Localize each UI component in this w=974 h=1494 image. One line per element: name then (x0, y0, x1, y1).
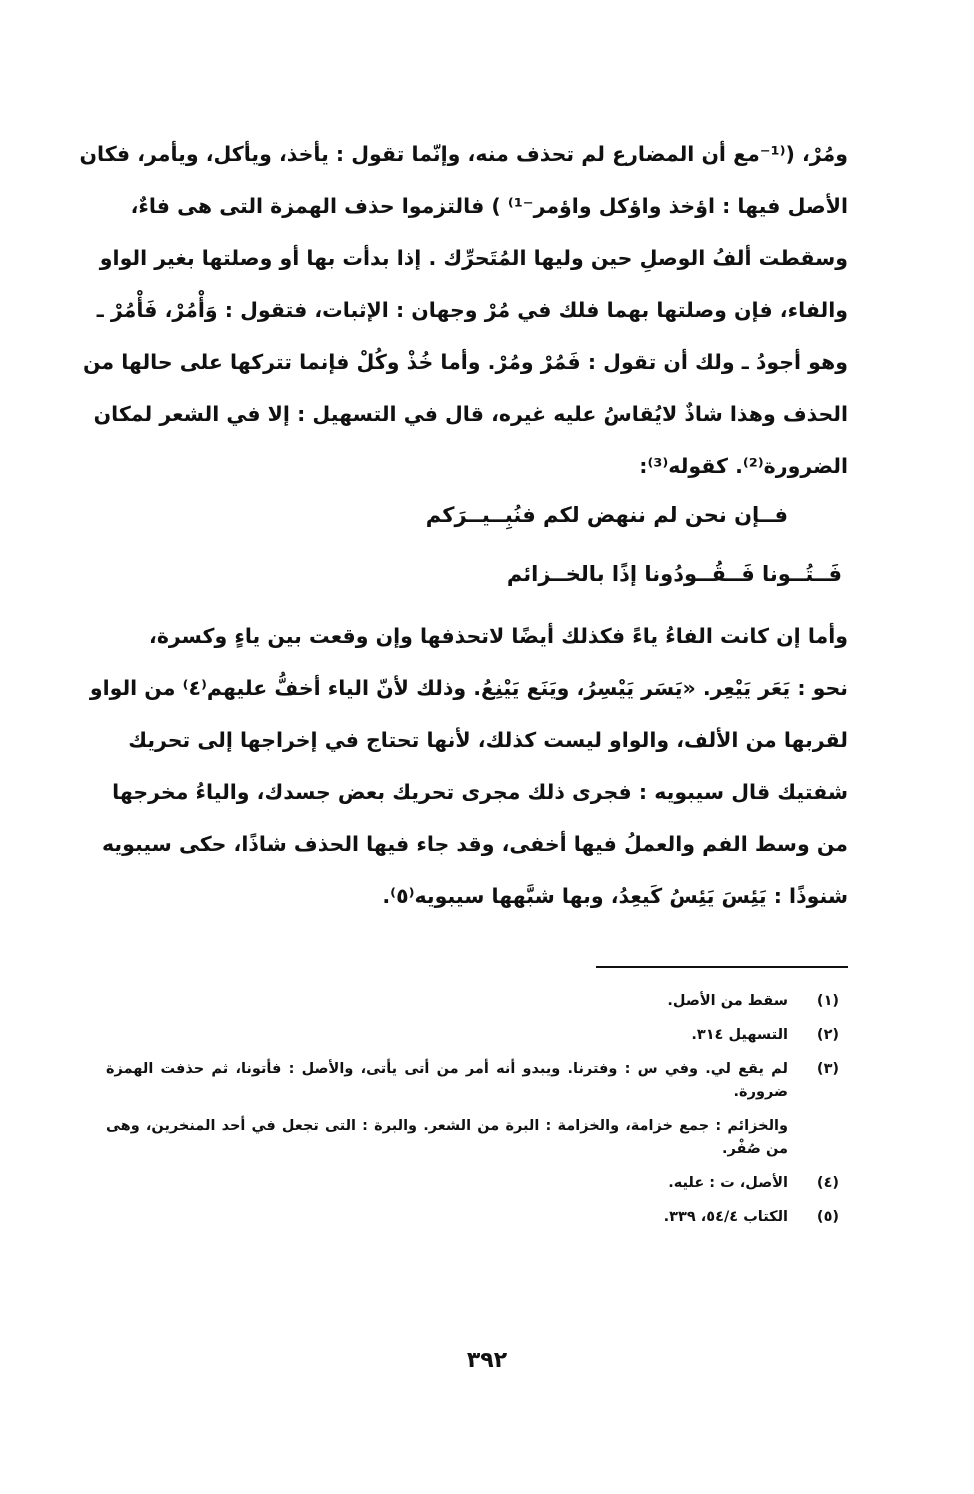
footnote (106, 1206, 848, 1229)
footnote-text: التسهيل ٣١٤. (691, 1027, 788, 1043)
footnote-number: (٣) (816, 1061, 840, 1077)
footnote-text: الأصل، ت : عليه. (668, 1175, 788, 1191)
text-line: شفتيك قال سيبويه : فجرى ذلك مجرى تحريك بعض جسدك، والياءُ مخرجها (112, 780, 848, 804)
footnote (106, 1172, 848, 1195)
text-line: شنوذًا : يَئِسَ يَئِسُ كَيعِدُ، وبها شبَّهها سيبويه⁽٥⁾. (382, 884, 848, 908)
text-line: نحو : يَعَر يَيْعِر. «يَسَر يَيْسِرُ، ويَنَع يَيْنِعُ. وذلك لأنّ الياء أخفُّ عليهم⁽٤⁾ من الواو (89, 676, 848, 700)
page-number: ٣٩٢ (466, 1348, 508, 1373)
text-line: والفاء، فإن وصلتها بهما فلك في مُرْ وجهان : الإثبات، فتقول : وَأْمُرْ، فَأْمُرْ ـ (96, 298, 848, 322)
text-line: الضرورة⁽²⁾. كقوله⁽³⁾: (639, 454, 848, 478)
footnote-text: سقط من الأصل. (667, 993, 788, 1009)
paragraph-2 (89, 610, 848, 922)
footnote-number: (٤) (816, 1175, 840, 1191)
footnote-divider (596, 966, 848, 968)
footnote-continuation (106, 1115, 848, 1161)
footnote (106, 1058, 848, 1104)
footnote-number: (٢) (816, 1027, 840, 1043)
footnote-number: (١) (816, 993, 840, 1009)
paragraph-1 (79, 128, 848, 492)
text-line: وهو أجودُ ـ ولك أن تقول : فَمُرْ ومُرْ. وأما خُذْ وكُلْ فإنما تتركها على حالها من (82, 350, 848, 374)
verse-line-2: فَــتُــونا فَــقُــودُونا إذًا بالخــزائم (506, 562, 842, 586)
text-line: لقربها من الألف، والواو ليست كذلك، لأنها تحتاج في إخراجها إلى تحريك (128, 728, 848, 752)
text-line: وسقطت ألفُ الوصلِ حين وليها المُتَحرِّك . إذا بدأت بها أو وصلتها بغير الواو (99, 246, 848, 270)
footnote-number: (٥) (816, 1209, 840, 1225)
text-line: ومُرْ، (⁽¹⁻مع أن المضارع لم تحذف منه، وإنّما تقول : يأخذ، ويأكل، ويأمر، فكان (79, 142, 848, 166)
text-line: الحذف وهذا شاذٌ لايُقاسُ عليه غيره، قال في التسهيل : إلا في الشعر لمكان (93, 402, 848, 426)
text-line: وأما إن كانت الفاءُ ياءً فكذلك أيضًا لاتحذفها وإن وقعت بين ياءٍ وكسرة، (149, 624, 848, 648)
text-line: من وسط الفم والعملُ فيها أخفى، وقد جاء فيها الحذف شاذًا، حكى سيبويه (101, 832, 848, 856)
footnote-text: الكتاب ٥٤/٤، ٣٣٩. (663, 1209, 788, 1225)
footnote (106, 1024, 848, 1047)
footnote-text: لم يقع لي. وفي س : وفترنا. ويبدو أنه أمر من أتى يأتى، والأصل : فأتونا، ثم حذفت الهمزة ضرورة. (106, 1061, 788, 1100)
text-line: الأصل فيها : اؤخذ واؤكل واؤمر⁻¹⁾ ) فالتزموا حذف الهمزة التى هى فاءٌ، (130, 194, 848, 218)
verse-line-1: فــإن نحن لم ننهض لكم فنُبِــيــرَكم (425, 503, 788, 527)
footnote (106, 990, 848, 1013)
footnotes (106, 990, 848, 1240)
footnote-text: والخزائم : جمع خزامة، والخزامة : البرة من الشعر. والبرة : التى تجعل في أحد المنخرين، وهى من صُفْر. (106, 1118, 788, 1157)
